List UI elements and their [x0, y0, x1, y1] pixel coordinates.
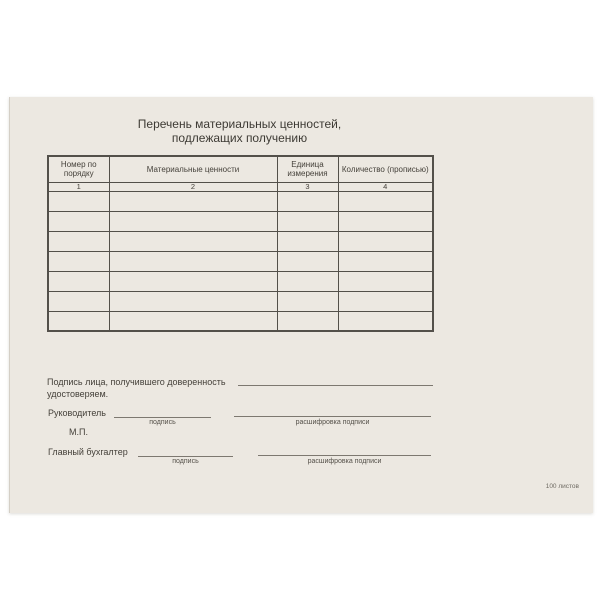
table-cell-empty: [48, 311, 109, 331]
table-body: [48, 191, 433, 331]
table-cell-empty: [338, 211, 433, 231]
table-cell-empty: [277, 311, 338, 331]
table-head: [48, 156, 433, 191]
table-cell-empty: [109, 211, 277, 231]
accountant-signature-caption: подпись: [172, 458, 199, 465]
col-header-number: Номер по порядку: [48, 156, 109, 182]
table-cell-empty: [277, 231, 338, 251]
table-cell-empty: [48, 191, 109, 211]
table-cell-empty: [277, 211, 338, 231]
table-cell-empty: [48, 211, 109, 231]
col-header-materials: Материальные ценности: [109, 156, 277, 182]
director-signature-line: [114, 417, 211, 418]
table-cell-empty: [277, 191, 338, 211]
col-header-quantity: Количество (прописью): [338, 156, 433, 182]
table-row: [48, 291, 433, 311]
table-cell-empty: [338, 231, 433, 251]
table-row: [48, 191, 433, 211]
table-cell-empty: [338, 311, 433, 331]
column-number-3: 3: [277, 182, 338, 191]
document-title: [47, 117, 432, 145]
title-line-1: Перечень материальных ценностей,: [137, 117, 342, 131]
table-row: [48, 251, 433, 271]
accountant-signature-line: [138, 456, 233, 457]
table-cell-empty: [48, 271, 109, 291]
table-row: [48, 271, 433, 291]
chief-accountant-label: Главный бухгалтер: [48, 447, 128, 457]
document-page: [9, 97, 593, 513]
sheet-count-label: 100 листов: [545, 483, 579, 490]
stamp-place-label: М.П.: [69, 427, 88, 437]
receipt-signature-line: [238, 385, 433, 386]
table-cell-empty: [48, 231, 109, 251]
column-number-row: [48, 182, 433, 191]
table-cell-empty: [338, 251, 433, 271]
table-cell-empty: [277, 291, 338, 311]
director-transcript-caption: расшифровка подписи: [295, 419, 370, 426]
table-cell-empty: [48, 251, 109, 271]
table-cell-empty: [338, 271, 433, 291]
table-cell-empty: [109, 191, 277, 211]
table-header-row: [48, 156, 433, 182]
table-cell-empty: [48, 291, 109, 311]
title-line-2: подлежащих получению: [171, 131, 308, 145]
table-cell-empty: [338, 191, 433, 211]
column-number-2: 2: [109, 182, 277, 191]
director-transcript-line: [234, 416, 431, 417]
table-cell-empty: [109, 251, 277, 271]
director-label: Руководитель: [48, 408, 106, 418]
table-cell-empty: [109, 291, 277, 311]
accountant-transcript-caption: расшифровка подписи: [307, 458, 382, 465]
column-number-1: 1: [48, 182, 109, 191]
table-row: [48, 231, 433, 251]
column-number-4: 4: [338, 182, 433, 191]
table-cell-empty: [109, 231, 277, 251]
accountant-transcript-line: [258, 455, 431, 456]
table-cell-empty: [109, 311, 277, 331]
materials-table: [47, 155, 434, 332]
table-row: [48, 311, 433, 331]
table-cell-empty: [277, 251, 338, 271]
col-header-unit: Единица измерения: [277, 156, 338, 182]
table-cell-empty: [109, 271, 277, 291]
receipt-statement-line2: удостоверяем.: [47, 389, 109, 399]
table-cell-empty: [338, 291, 433, 311]
director-signature-caption: подпись: [149, 419, 176, 426]
table-row: [48, 211, 433, 231]
table-cell-empty: [277, 271, 338, 291]
receipt-statement-line1: Подпись лица, получившего доверенность: [47, 377, 226, 387]
